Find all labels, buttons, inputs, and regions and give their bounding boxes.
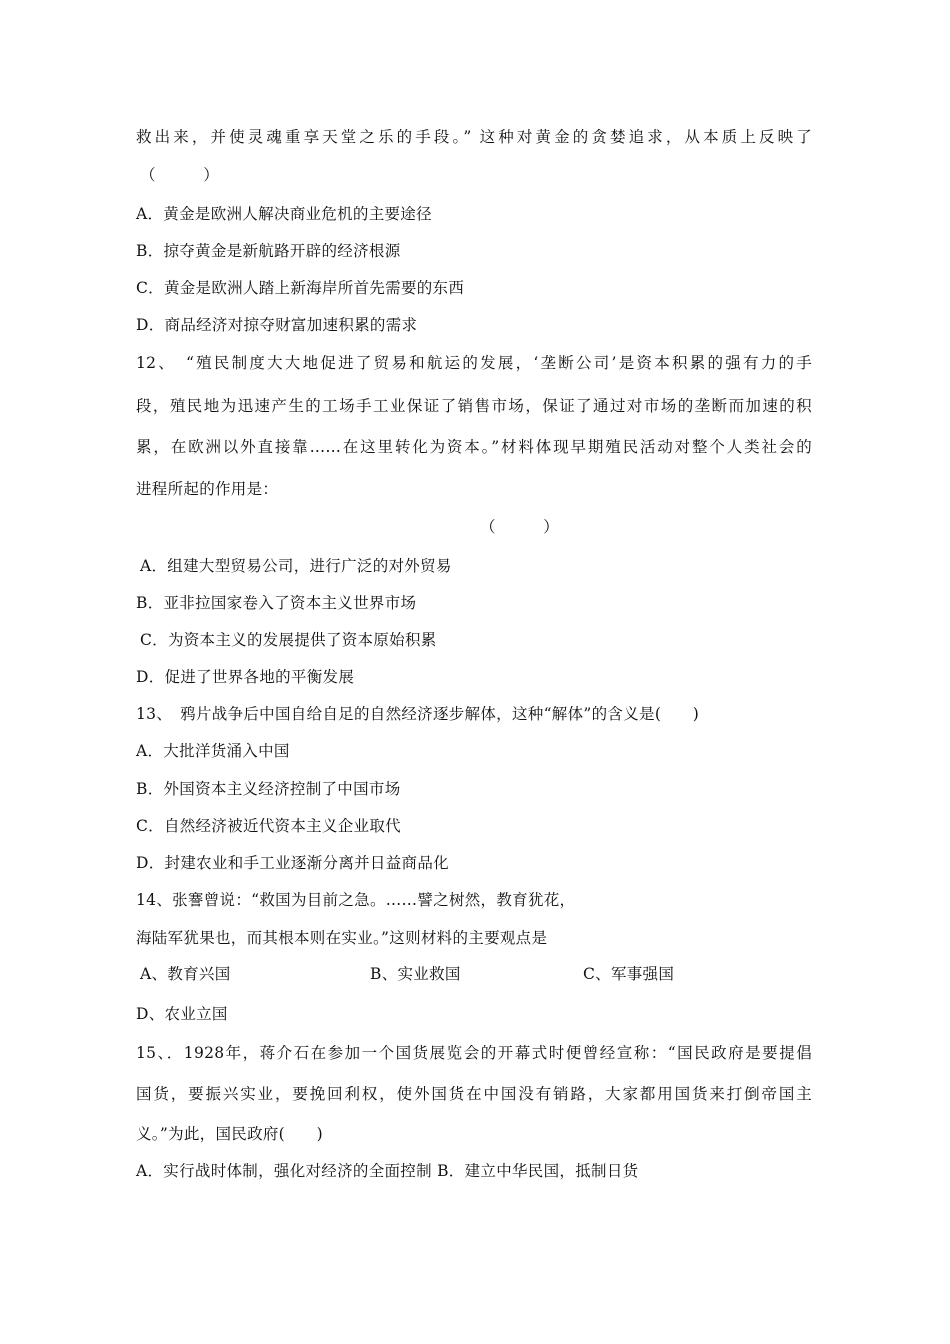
q14-option-b: B、实业救国 (370, 965, 461, 983)
q12-stem-line-4: 进程所起的作用是： (136, 480, 279, 498)
q13-option-a: A．大批洋货涌入中国 (136, 742, 290, 760)
q12-stem-line-3: 累，在欧洲以外直接靠……在这里转化为资本。”材料体现早期殖民活动对整个人类社会的 (136, 438, 812, 456)
q12-option-b: B．亚非拉国家卷入了资本主义世界市场 (136, 594, 417, 612)
q11-option-a: A．黄金是欧洲人解决商业危机的主要途径 (136, 205, 432, 223)
q14-stem-line-1: 14、张謇曾说：“救国为目前之急。……譬之树然，教育犹花， (136, 891, 576, 909)
q14-option-d: D、农业立国 (136, 1005, 228, 1023)
q15-stem-line-2: 国货，要振兴实业，要挽回利权，使外国货在中国没有销路，大家都用国货来打倒帝国主 (136, 1085, 812, 1103)
q12-stem-line-2: 段，殖民地为迅速产生的工场手工业保证了销售市场，保证了通过对市场的垄断而加速的积 (136, 397, 812, 415)
q11-option-d: D．商品经济对掠夺财富加速积累的需求 (136, 316, 418, 334)
q11-option-b: B．掠夺黄金是新航路开辟的经济根源 (136, 242, 401, 260)
q14-option-c: C、军事强国 (583, 965, 675, 983)
q12-answer-bracket: （ ） (480, 518, 560, 536)
q15-stem-line-1: 15、．1928年，蒋介石在参加一个国货展览会的开幕式时便曾经宣称：“国民政府是要提倡 (136, 1044, 812, 1062)
q13-option-b: B．外国资本主义经济控制了中国市场 (136, 780, 401, 798)
q15-stem-line-3: 义。”为此，国民政府( ) (136, 1125, 323, 1143)
q13-option-d: D．封建农业和手工业逐渐分离并日益商品化 (136, 854, 449, 872)
q15-options-line: A．实行战时体制，强化对经济的全面控制 B．建立中华民国，抵制日货 (136, 1162, 639, 1180)
q11-stem-line: 救出来，并使灵魂重享天堂之乐的手段。” 这种对黄金的贪婪追求，从本质上反映了 (136, 128, 812, 146)
q13-option-c: C．自然经济被近代资本主义企业取代 (136, 817, 401, 835)
q14-option-a: A、教育兴国 (140, 965, 231, 983)
q12-option-d: D．促进了世界各地的平衡发展 (136, 668, 355, 686)
q12-stem-line-1: 12、 “殖民制度大大地促进了贸易和航运的发展，‘垄断公司’是资本积累的强有力的手 (136, 354, 812, 372)
q11-option-c: C．黄金是欧洲人踏上新海岸所首先需要的东西 (136, 279, 465, 297)
q12-option-c: C．为资本主义的发展提供了资本原始积累 (140, 631, 437, 649)
q13-stem: 13、 鸦片战争后中国自给自足的自然经济逐步解体，这种“解体”的含义是( ) (136, 705, 700, 723)
q12-option-a: A．组建大型贸易公司，进行广泛的对外贸易 (140, 557, 452, 575)
q14-stem-line-2: 海陆军犹果也，而其根本则在实业。”这则材料的主要观点是 (136, 929, 548, 947)
q11-answer-bracket: （ ） (140, 166, 220, 184)
